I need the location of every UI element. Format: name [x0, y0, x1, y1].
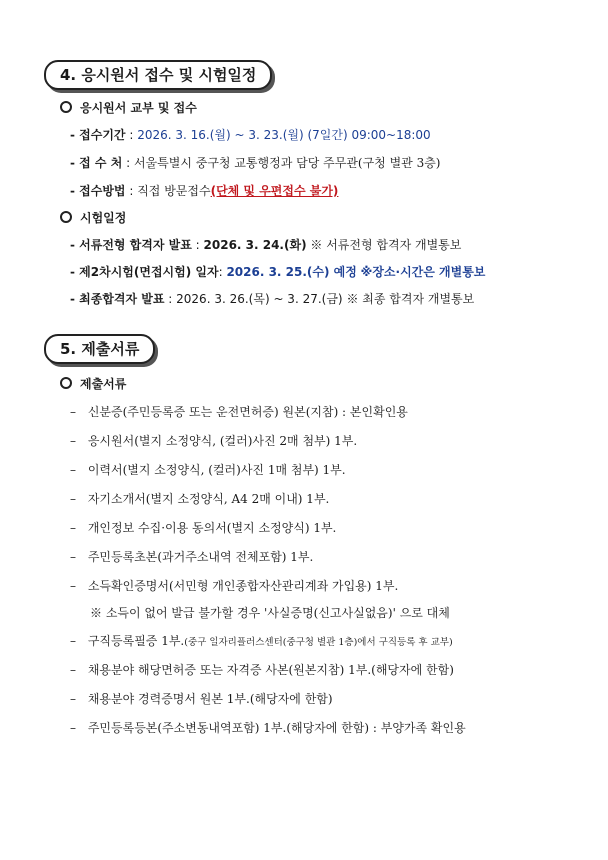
document-item: – 신분증(주민등록증 또는 운전면허증) 원본(지참) : 본인확인용 — [70, 405, 408, 419]
application-method-value: 직접 방문접수 — [137, 184, 211, 198]
interview-label: - 제2차시험(면접시험) 일자 — [70, 265, 219, 279]
circle-bullet-icon — [60, 377, 72, 389]
application-method-label: - 접수방법 — [70, 184, 126, 198]
document-item-note: ※ 소득이 없어 발급 불가할 경우 '사실증명(신고사실없음)' 으로 대체 — [90, 606, 450, 620]
document-item: – 채용분야 해당면허증 또는 자격증 사본(원본지참) 1부.(해당자에 한함) — [70, 663, 454, 677]
group-exam-schedule-title: 시험일정 — [80, 211, 127, 225]
document-item: – 소득확인증명서(서민형 개인종합자산관리계좌 가입용) 1부. — [70, 579, 399, 593]
application-place-label: - 접 수 처 — [70, 156, 123, 170]
section5-heading: 5. 제출서류 — [44, 334, 155, 364]
application-place-row: - 접 수 처 : 서울특별시 중구청 교통행정과 담당 주무관(구청 별관 3층) — [70, 156, 441, 170]
group-documents-title: 제출서류 — [80, 377, 127, 391]
application-period-row: - 접수기간 : 2026. 3. 16.(월) ~ 3. 23.(월) (7일간) 09:00~18:00 — [70, 128, 431, 142]
doc-pass-label: - 서류전형 합격자 발표 — [70, 238, 192, 252]
document-item: – 주민등록초본(과거주소내역 전체포함) 1부. — [70, 550, 314, 564]
interview-value: 2026. 3. 25.(수) 예정 — [226, 265, 357, 279]
interview-row: - 제2차시험(면접시험) 일자: 2026. 3. 25.(수) 예정 ※장소·시간은 개별통보 — [70, 265, 486, 279]
application-period-label: - 접수기간 — [70, 128, 126, 142]
document-item: – 자기소개서(별지 소정양식, A4 2매 이내) 1부. — [70, 492, 330, 506]
group-documents — [60, 376, 126, 392]
group-exam-schedule — [60, 210, 126, 226]
interview-note: ※장소·시간은 개별통보 — [360, 265, 486, 279]
document-item: – 주민등록등본(주소변동내역포함) 1부.(해당자에 한함) : 부양가족 확인용 — [70, 721, 466, 735]
application-period-value: 2026. 3. 16.(월) ~ 3. 23.(월) (7일간) 09:00~18:00 — [137, 128, 431, 142]
circle-bullet-icon — [60, 211, 72, 223]
final-pass-note: ※ 최종 합격자 개별통보 — [346, 292, 475, 306]
doc-pass-row: - 서류전형 합격자 발표 : 2026. 3. 24.(화) ※ 서류전형 합격자 개별통보 — [70, 238, 462, 252]
section4-heading: 4. 응시원서 접수 및 시험일정 — [44, 60, 272, 90]
group-application — [60, 100, 197, 116]
group-application-title: 응시원서 교부 및 접수 — [80, 101, 197, 115]
doc-pass-value: 2026. 3. 24.(화) — [203, 238, 307, 252]
document-item: – 구직등록필증 1부.(중구 일자리플러스센터(중구청 별관 1층)에서 구직등록 후 교부) — [70, 634, 453, 648]
doc-pass-note: ※ 서류전형 합격자 개별통보 — [310, 238, 462, 252]
final-pass-value: 2026. 3. 26.(목) ~ 3. 27.(금) — [176, 292, 343, 306]
application-place-value: 서울특별시 중구청 교통행정과 담당 주무관(구청 별관 3층) — [133, 156, 441, 170]
application-method-note: (단체 및 우편접수 불가) — [210, 184, 339, 198]
application-method-row: - 접수방법 : 직접 방문접수(단체 및 우편접수 불가) — [70, 184, 339, 198]
document-item: – 응시원서(별지 소정양식, (컬러)사진 2매 첨부) 1부. — [70, 434, 358, 448]
final-pass-label: - 최종합격자 발표 — [70, 292, 165, 306]
final-pass-row: - 최종합격자 발표 : 2026. 3. 26.(목) ~ 3. 27.(금) ※ 최종 합격자 개별통보 — [70, 292, 475, 306]
document-item: – 채용분야 경력증명서 원본 1부.(해당자에 한함) — [70, 692, 333, 706]
document-item: – 이력서(별지 소정양식, (컬러)사진 1매 첨부) 1부. — [70, 463, 346, 477]
circle-bullet-icon — [60, 101, 72, 113]
document-item: – 개인정보 수집·이용 동의서(별지 소정양식) 1부. — [70, 521, 337, 535]
